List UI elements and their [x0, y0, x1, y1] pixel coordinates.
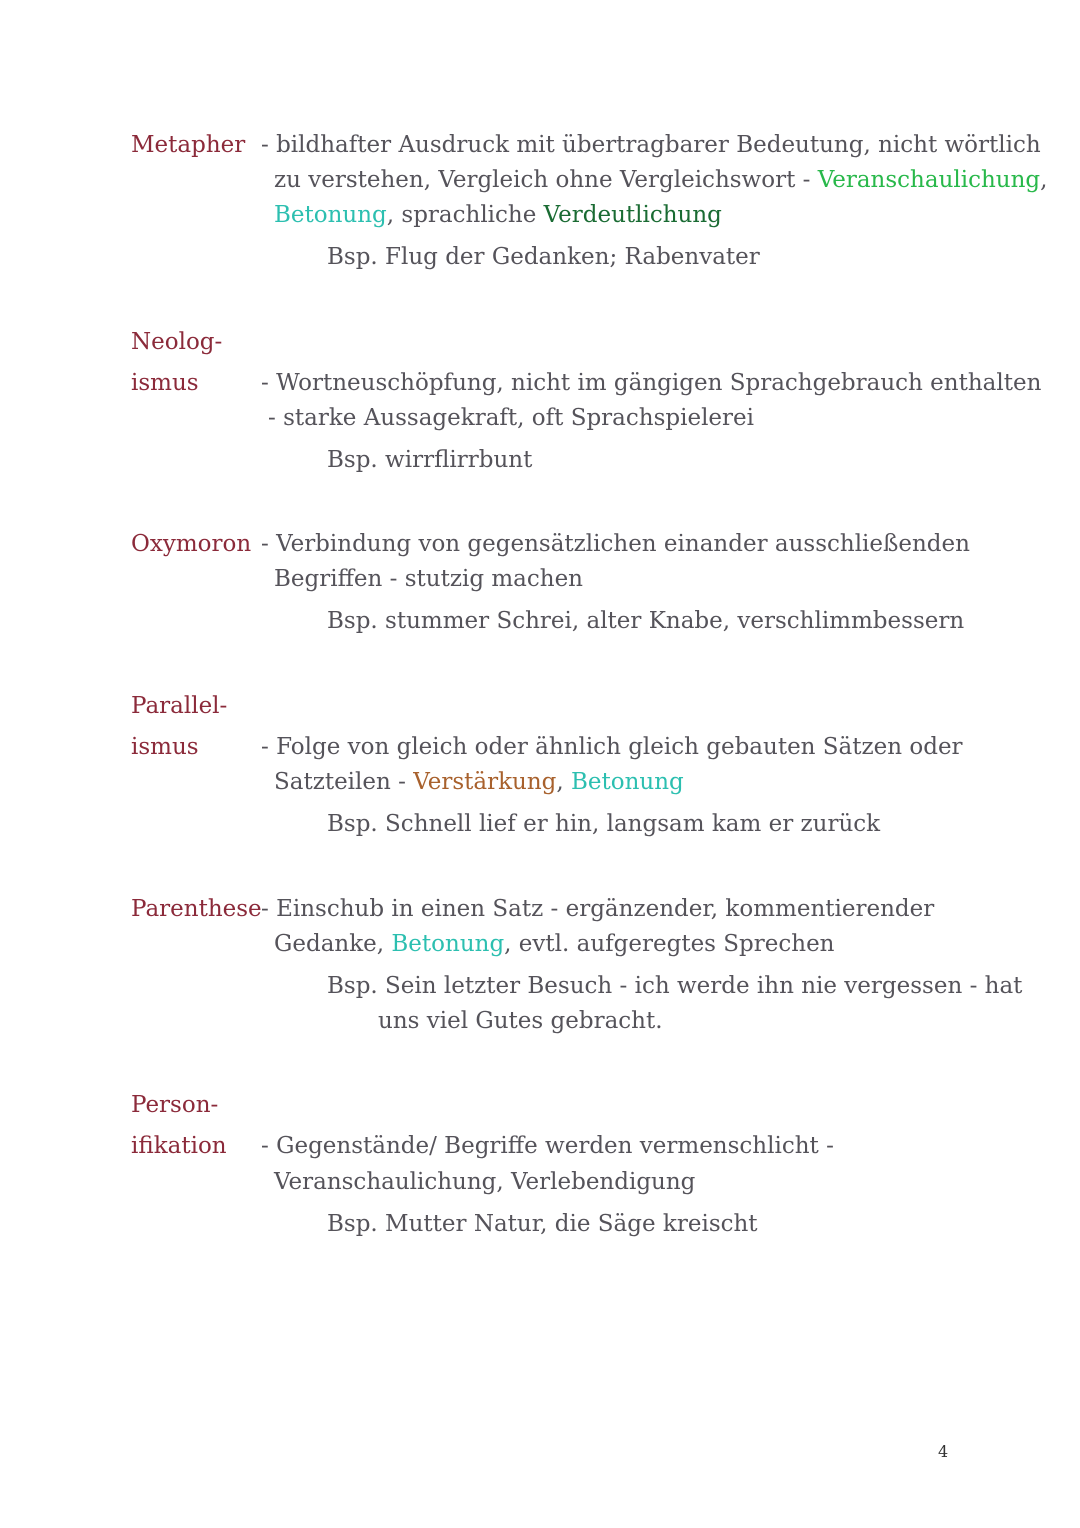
personifikation-def-line2: Veranschaulichung, Verlebendigung	[274, 1169, 696, 1195]
term-neologismus-part2: ismus	[131, 370, 199, 396]
term-metapher: Metapher	[131, 132, 246, 158]
term-personifikation-part2: ifikation	[131, 1133, 227, 1159]
parenthese-example-line1: Bsp. Sein letzter Besuch - ich werde ihn nie vergessen - hat	[327, 973, 1023, 999]
metapher-def-line1: - bildhafter Ausdruck mit übertragbarer Bedeutung, nicht wörtlich	[261, 132, 1041, 158]
keyword-veranschaulichung: Veranschaulichung	[817, 167, 1041, 193]
neologismus-def-line2: - starke Aussagekraft, oft Sprachspielerei	[268, 405, 755, 431]
parallelismus-def-line2	[274, 765, 684, 799]
term-parallelismus-part2: ismus	[131, 734, 199, 760]
metapher-example: Bsp. Flug der Gedanken; Rabenvater	[327, 244, 760, 270]
keyword-betonung: Betonung	[274, 202, 387, 228]
keyword-betonung: Betonung	[571, 769, 684, 795]
term-personifikation-part1: Person-	[131, 1092, 219, 1118]
neologismus-def-line1: - Wortneuschöpfung, nicht im gängigen Sprachgebrauch enthalten	[261, 370, 1042, 396]
term-parallelismus-part1: Parallel-	[131, 693, 228, 719]
parenthese-def-line2	[274, 927, 835, 961]
parenthese-def-line1: - Einschub in einen Satz - ergänzender, kommentierender	[261, 896, 935, 922]
parenthese-text: Gedanke,	[274, 931, 392, 957]
oxymoron-def-line2: Begriffen - stutzig machen	[274, 566, 583, 592]
oxymoron-def-line1: - Verbindung von gegensätzlichen einander ausschließenden	[261, 531, 970, 557]
oxymoron-example: Bsp. stummer Schrei, alter Knabe, verschlimmbessern	[327, 608, 965, 634]
term-oxymoron: Oxymoron	[131, 531, 252, 557]
metapher-text2: , sprachliche	[386, 202, 544, 228]
metapher-text: zu verstehen, Vergleich ohne Vergleichswort -	[274, 167, 818, 193]
neologismus-example: Bsp. wirrflirrbunt	[327, 447, 533, 473]
personifikation-example: Bsp. Mutter Natur, die Säge kreischt	[327, 1211, 758, 1237]
metapher-comma: ,	[1040, 167, 1048, 193]
parenthese-example-line2: uns viel Gutes gebracht.	[378, 1008, 663, 1034]
term-parenthese: Parenthese	[131, 896, 262, 922]
parallelismus-def-line1: - Folge von gleich oder ähnlich gleich gebauten Sätzen oder	[261, 734, 963, 760]
keyword-betonung: Betonung	[391, 931, 505, 957]
keyword-verdeutlichung: Verdeutlichung	[543, 202, 722, 228]
term-neologismus-part1: Neolog-	[131, 329, 223, 355]
metapher-def-line2	[274, 163, 1047, 197]
personifikation-def-line1: - Gegenstände/ Begriffe werden vermenschlicht -	[261, 1133, 834, 1159]
parallelismus-text: Satzteilen -	[274, 769, 414, 795]
metapher-def-line3	[274, 198, 722, 232]
parallelismus-example: Bsp. Schnell lief er hin, langsam kam er zurück	[327, 811, 881, 837]
keyword-verstaerkung: Verstärkung	[413, 769, 557, 795]
parenthese-text2: , evtl. aufgeregtes Sprechen	[504, 931, 835, 957]
parallelismus-comma: ,	[556, 769, 571, 795]
page-number: 4	[938, 1442, 949, 1461]
